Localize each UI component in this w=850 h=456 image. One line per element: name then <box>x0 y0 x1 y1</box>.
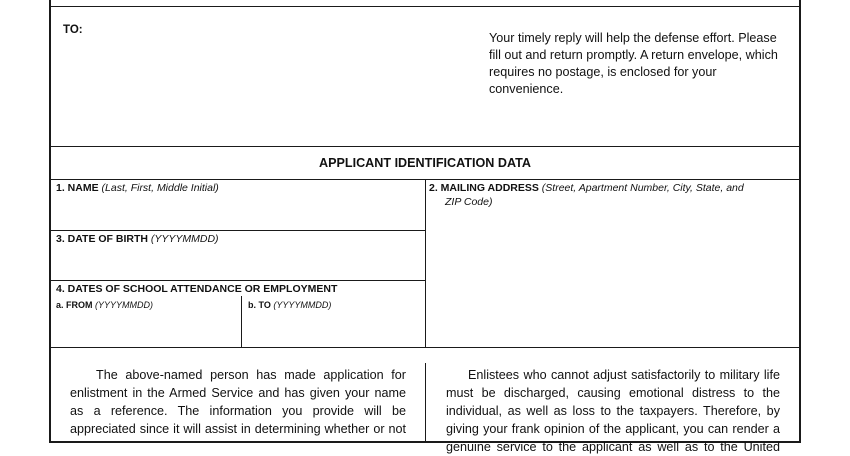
recipient-address-field[interactable] <box>60 40 420 140</box>
to-hint: (YYYYMMDD) <box>273 300 332 310</box>
address-hint-line2: ZIP Code) <box>445 196 493 208</box>
reply-notice-line: Your timely reply will help the defense effort. Please <box>489 31 777 45</box>
instructions-left-line: appreciated since it will assist in determining whether or not <box>70 422 406 436</box>
reply-notice <box>489 30 789 98</box>
instructions-right-line: genuine service to the applicant as well as to the United <box>446 440 780 454</box>
instructions-right-line: must be discharged, causing emotional distress to the <box>446 386 780 400</box>
instructions-right <box>446 366 780 456</box>
section-column-divider <box>425 179 426 347</box>
name-label: 1. NAME (Last, First, Middle Initial) <box>56 182 219 194</box>
instructions-right-line: individual, as well as loss to the taxpayers. Therefore, by <box>446 404 780 418</box>
instructions-left-line: as a reference. The information you provide will be <box>70 404 406 418</box>
dob-label: 3. DATE OF BIRTH (YYYYMMDD) <box>56 233 219 245</box>
address-hint: (Street, Apartment Number, City, State, and <box>541 182 744 194</box>
instructions-left-line: enlistment in the Armed Service and has given your name <box>70 386 406 400</box>
to-date-input[interactable] <box>244 314 422 345</box>
dob-divider <box>49 280 425 281</box>
date-of-birth-input[interactable] <box>52 248 422 278</box>
instructions-right-line: giving your frank opinion of the applicant, you can render a <box>446 422 780 436</box>
section-bottom-divider <box>49 347 801 348</box>
section-title: APPLICANT IDENTIFICATION DATA <box>319 156 531 170</box>
instructions-left-line: The above-named person has made application for <box>96 368 406 382</box>
instructions-right-line: Enlistees who cannot adjust satisfactorily to military life <box>468 368 780 382</box>
name-divider <box>49 230 425 231</box>
to-label: TO: <box>63 24 83 36</box>
top-divider <box>49 6 801 7</box>
reply-notice-line: convenience. <box>489 82 564 96</box>
reply-notice-line: requires no postage, is enclosed for your <box>489 65 717 79</box>
reply-notice-line: fill out and return promptly. A return envelope, which <box>489 48 778 62</box>
name-hint: (Last, First, Middle Initial) <box>101 182 219 194</box>
header-divider <box>49 146 801 147</box>
from-to-divider <box>241 296 242 347</box>
address-label: 2. MAILING ADDRESS (Street, Apartment Number, City, State, and <box>429 182 744 194</box>
name-input[interactable] <box>52 198 422 228</box>
from-hint: (YYYYMMDD) <box>95 300 154 310</box>
instructions-left <box>70 366 406 438</box>
to-label: b. TO (YYYYMMDD) <box>248 300 332 310</box>
dates-label: 4. DATES OF SCHOOL ATTENDANCE OR EMPLOYMENT <box>56 283 338 295</box>
dob-hint: (YYYYMMDD) <box>150 233 219 245</box>
from-label: a. FROM (YYYYMMDD) <box>56 300 154 310</box>
body-column-divider <box>425 363 426 443</box>
mailing-address-input[interactable] <box>429 212 797 344</box>
from-date-input[interactable] <box>52 314 238 345</box>
